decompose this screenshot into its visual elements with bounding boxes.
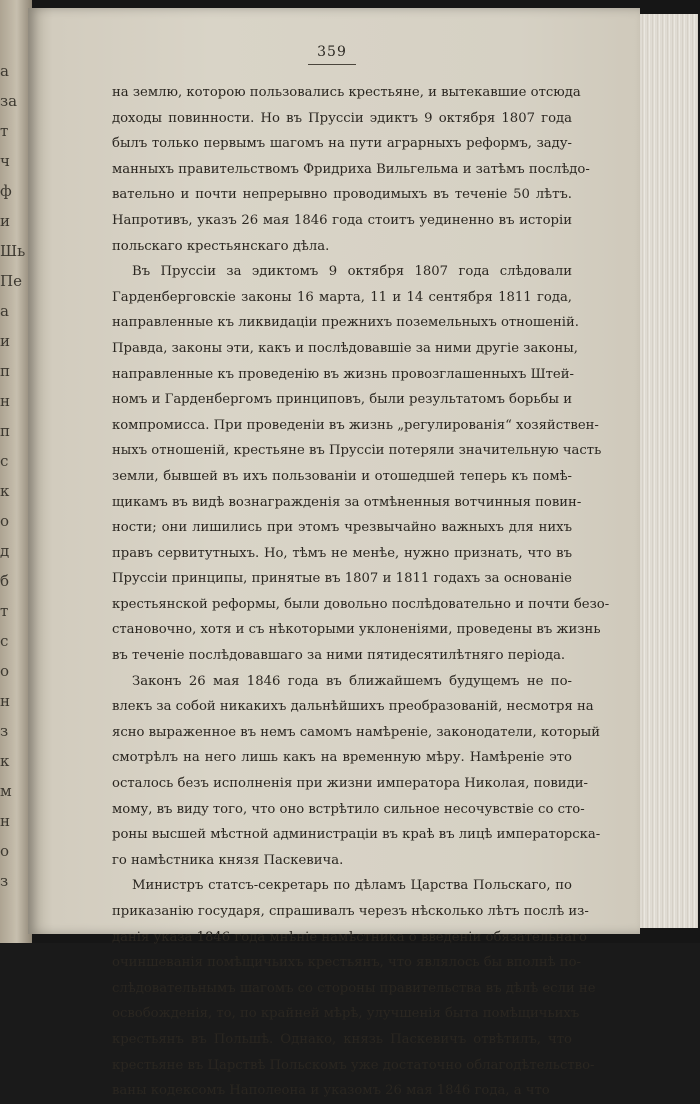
text-line: крестьянской реформы, были довольно послѣдовательно и почти безо- (112, 596, 610, 612)
left-page-fragment: о (0, 662, 10, 680)
left-page-fragment: к (0, 482, 10, 500)
left-page-fragment: н (0, 812, 10, 830)
page-number-rule (308, 64, 356, 65)
left-page-fragment: Пе (0, 272, 22, 290)
left-page-fragment: с (0, 452, 9, 470)
text-line: роны высшей мѣстной администраціи въ краѣ въ лицѣ императорска- (112, 827, 601, 843)
left-page-fragment: и (0, 332, 10, 350)
text-line: Правда, законы эти, какъ и послѣдовавшіе за ними другіе законы, (112, 340, 578, 356)
left-page-fragment: ф (0, 182, 12, 200)
text-line: мому, въ виду того, что оно встрѣтило сильное несочувствіе со сто- (112, 801, 585, 817)
text-line: влекъ за собой никакихъ дальнѣйшихъ преобразованій, несмотря на (112, 699, 594, 715)
left-page-fragment: з (0, 722, 9, 740)
text-line: земли, бывшей въ ихъ пользованіи и отошедшей теперь къ помѣ- (112, 468, 572, 484)
text-line: приказанію государя, спрашивалъ черезъ нѣсколько лѣтъ послѣ из- (112, 904, 589, 919)
text-line: правъ сервитутныхъ. Но, тѣмъ не менѣе, нужно признать, что въ (112, 545, 572, 561)
text-line: Въ Пруссіи за эдиктомъ 9 октября 1807 года слѣдовали (132, 264, 572, 280)
text-line: освобожденія, то, по крайней мѣрѣ, улучшенія быта помѣщичьихъ (112, 1006, 580, 1022)
body-text (112, 80, 610, 1104)
text-line: Напротивъ, указъ 26 мая 1846 года стоитъ уединенно въ исторіи (112, 212, 572, 228)
left-page-fragment: Шь (0, 242, 26, 260)
left-page-fragment: б (0, 572, 10, 590)
left-page-fragment: а (0, 62, 9, 80)
left-page-fragment: за (0, 92, 18, 110)
text-line: становочно, хотя и съ нѣкоторыми уклоненіями, проведены въ жизнь (112, 622, 601, 638)
left-page-fragment: и (0, 212, 10, 230)
text-line: очиншеванія помѣщичьихъ крестьянъ, что являлось бы вполнѣ по- (112, 955, 581, 971)
left-page-fragment: а (0, 302, 9, 320)
left-page-fragment: п (0, 362, 10, 380)
text-line: направленные къ проведенію въ жизнь провозглашенныхъ Штей- (112, 366, 574, 382)
text-line: доходы повинности. Но въ Пруссіи эдиктъ 9 октября 1807 года (112, 110, 572, 126)
page-number: 359 (317, 44, 347, 60)
left-page-fragment: т (0, 122, 9, 140)
left-page-fragment: н (0, 692, 10, 710)
text-line: осталось безъ исполненія при жизни императора Николая, повиди- (112, 776, 588, 792)
text-line: Законъ 26 мая 1846 года въ ближайшемъ будущемъ не по- (132, 673, 572, 689)
text-line: смотрѣлъ на него лишь какъ на временную мѣру. Намѣреніе это (112, 750, 572, 766)
left-page-fragment: д (0, 542, 10, 560)
text-line: Гарденберговскіе законы 16 марта, 11 и 14 сентября 1811 года, (112, 289, 572, 305)
left-page-fragment: с (0, 632, 9, 650)
left-page-fragment: к (0, 752, 10, 770)
text-line: слѣдовательнымъ шагомъ со стороны правительства въ дѣлѣ если не (112, 980, 596, 996)
text-line: ясно выраженное въ немъ самомъ намѣреніе, законодатели, который (112, 724, 601, 740)
text-line: данія указа 1846 года мнѣніе намѣстника о введеніи обязательнаго (112, 929, 587, 945)
text-line: на землю, которою пользовались крестьяне, и вытекавшие отсюда (112, 85, 581, 100)
text-line: Пруссіи принципы, принятые въ 1807 и 1811 годахъ за основаніе (112, 571, 572, 587)
text-line: въ теченіе послѣдовавшаго за ними пятидесятилѣтняго періода. (112, 648, 566, 664)
left-page-fragment: з (0, 872, 9, 890)
text-line: ности; они лишились при этомъ чрезвычайно важныхъ для нихъ (112, 520, 572, 536)
text-line: щикамъ въ видѣ вознагражденія за отмѣненныя вотчинныя повин- (112, 494, 582, 510)
text-line: направленные къ ликвидаціи прежнихъ поземельныхъ отношеній. (112, 315, 579, 331)
left-page-fragment: п (0, 422, 10, 440)
text-line: номъ и Гарденбергомъ принциповъ, были результатомъ борьбы и (112, 392, 572, 408)
text-line: манныхъ правительствомъ Фридриха Вильгельма и затѣмъ послѣдо- (112, 161, 590, 177)
text-line: польскаго крестьянскаго дѣла. (112, 238, 330, 254)
book-page (28, 8, 640, 1099)
text-line: Министръ статсъ-секретарь по дѣламъ Царства Польскаго, по (132, 878, 572, 894)
text-line: крестьяне въ Царствѣ Польскомъ уже достаточно облагодѣтельство- (112, 1057, 595, 1073)
text-line: ныхъ отношеній, крестьяне въ Пруссіи потеряли значительную часть (112, 443, 602, 459)
left-page-fragment: м (0, 782, 12, 800)
left-page-fragment: н (0, 392, 10, 410)
text-line: вательно и почти непрерывно проводимыхъ въ теченіе 50 лѣтъ. (112, 187, 572, 203)
left-page-fragment: ч (0, 152, 10, 170)
text-line: былъ только первымъ шагомъ на пути аграрныхъ реформъ, заду- (112, 136, 572, 152)
text-line: го намѣстника князя Паскевича. (112, 852, 344, 868)
left-page-fragment: о (0, 512, 10, 530)
page-stack-edge (636, 14, 698, 928)
left-page-fragment: о (0, 842, 10, 860)
text-line: крестьянъ въ Польшѣ. Однако, князь Паскевичъ отвѣтилъ, что (112, 1031, 572, 1047)
left-page-fragment: т (0, 602, 9, 620)
text-line: ваны кодексомъ Наполеона и указомъ 26 мая 1846 года, а что (112, 1083, 550, 1099)
text-line: компромисса. При проведеніи въ жизнь „регулированія“ хозяйствен- (112, 417, 599, 433)
